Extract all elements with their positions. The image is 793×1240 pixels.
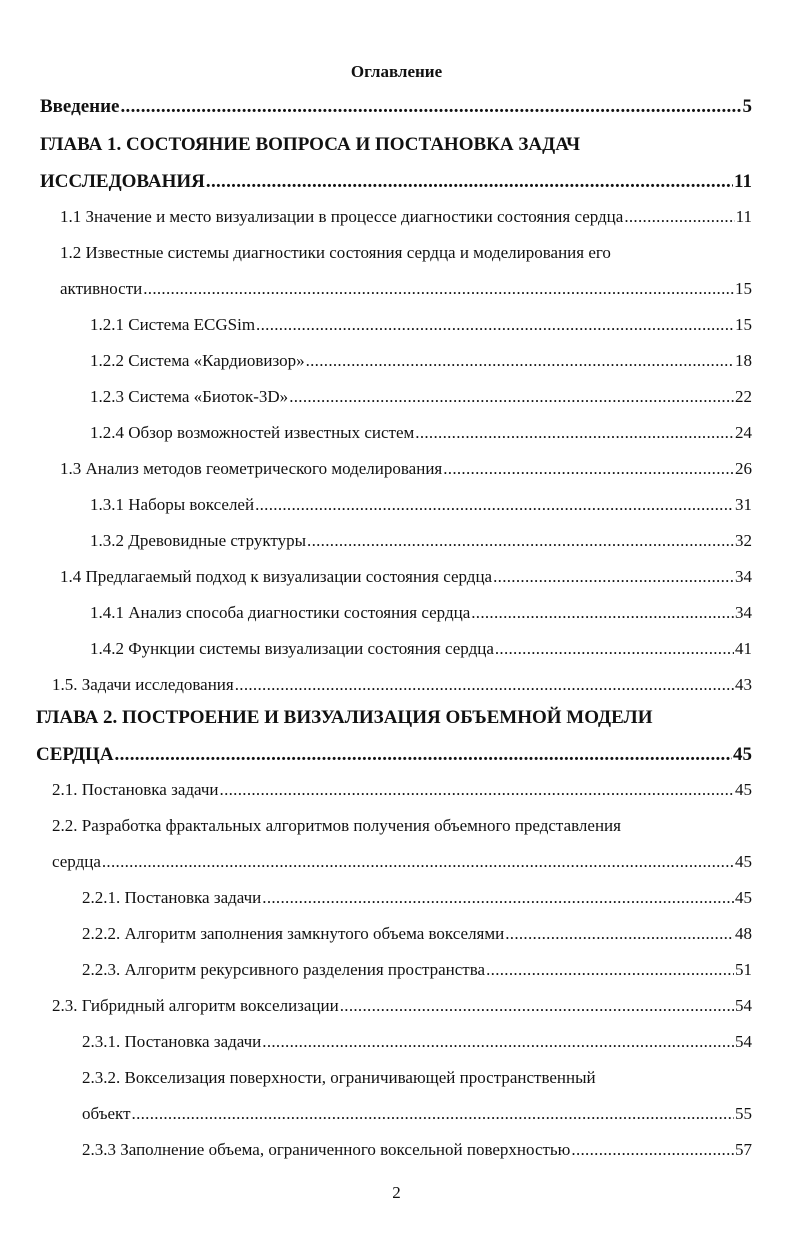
dot-leader <box>493 566 734 588</box>
page-number: 2 <box>392 1183 401 1202</box>
toc-entry-2-2-1: 2.2.1. Постановка задачи ..... 45 <box>82 887 752 909</box>
toc-entry-1-4-1: 1.4.1 Анализ способа диагностики состояния сердца ..... 34 <box>90 602 752 624</box>
toc-entry-1-3-1: 1.3.1 Наборы вокселей ..... 31 <box>90 494 752 516</box>
toc-entry-1-2: активности ..... 15 <box>60 278 752 300</box>
dot-leader <box>235 674 734 696</box>
dot-leader <box>471 602 734 624</box>
toc-entry-2-3: 2.3. Гибридный алгоритм вокселизации ..... 54 <box>52 995 752 1017</box>
toc-entry-2-3-2: объект ..... 55 <box>82 1103 752 1125</box>
chapter-1-heading: ГЛАВА 1. СОСТОЯНИЕ ВОПРОСА И ПОСТАНОВКА ЗАДАЧ <box>40 134 581 155</box>
toc-entry-1-4: 1.4 Предлагаемый подход к визуализации состояния сердца ..... 34 <box>60 566 752 588</box>
toc-entry-chapter-1: ИССЛЕДОВАНИЯ ..... 11 <box>40 170 752 194</box>
dot-leader <box>306 350 734 372</box>
toc-entry-1-2-line1: 1.2 Известные системы диагностики состояния сердца и моделирования его <box>60 243 611 262</box>
dot-leader <box>143 278 734 300</box>
toc-entry-2-3-2-line1: 2.3.2. Вокселизация поверхности, ограничивающей пространственный <box>82 1068 596 1087</box>
toc-entry-2-2: сердца ..... 45 <box>52 851 752 873</box>
dot-leader <box>262 1031 734 1053</box>
chapter-2-heading: ГЛАВА 2. ПОСТРОЕНИЕ И ВИЗУАЛИЗАЦИЯ ОБЪЕМНОЙ МОДЕЛИ <box>36 707 653 728</box>
toc-entry-1-5: 1.5. Задачи исследования ..... 43 <box>52 674 752 696</box>
toc-entry-1-2-4: 1.2.4 Обзор возможностей известных систем ..... 24 <box>90 422 752 444</box>
toc-entry-1-3: 1.3 Анализ методов геометрического моделирования ..... 26 <box>60 458 752 480</box>
toc-entry-1-2-2: 1.2.2 Система «Кардиовизор» ..... 18 <box>90 350 752 372</box>
dot-leader <box>486 959 734 981</box>
dot-leader <box>121 96 742 118</box>
toc-entry-intro: Введение ..... 5 <box>40 96 752 118</box>
toc-entry-1-3-2: 1.3.2 Древовидные структуры ..... 32 <box>90 530 752 552</box>
dot-leader <box>289 386 734 408</box>
dot-leader <box>415 422 734 444</box>
toc-entry-chapter-2: СЕРДЦА ..... 45 <box>36 743 752 767</box>
dot-leader <box>307 530 734 552</box>
toc-entry-2-1: 2.1. Постановка задачи ..... 45 <box>52 779 752 801</box>
toc-entry-1-1: 1.1 Значение и место визуализации в процессе диагностики состояния сердца ..... 11 <box>60 206 752 228</box>
toc-entry-2-2-3: 2.2.3. Алгоритм рекурсивного разделения пространства ..... 51 <box>82 959 752 981</box>
dot-leader <box>256 314 734 336</box>
toc-entry-1-2-3: 1.2.3 Система «Биоток-3D» ..... 22 <box>90 386 752 408</box>
toc-entry-2-3-1: 2.3.1. Постановка задачи ..... 54 <box>82 1031 752 1053</box>
toc-entry-1-4-2: 1.4.2 Функции системы визуализации состояния сердца ..... 41 <box>90 638 752 660</box>
dot-leader <box>443 458 734 480</box>
dot-leader <box>132 1103 734 1125</box>
dot-leader <box>255 494 734 516</box>
dot-leader <box>624 206 734 228</box>
dot-leader <box>340 995 734 1017</box>
dot-leader <box>495 638 734 660</box>
dot-leader <box>115 743 732 767</box>
toc-entry-2-3-3: 2.3.3 Заполнение объема, ограниченного воксельной поверхностью ..... 57 <box>82 1139 752 1161</box>
dot-leader <box>206 170 733 194</box>
dot-leader <box>262 887 734 909</box>
toc-title: Оглавление <box>350 62 443 81</box>
toc-entry-2-2-2: 2.2.2. Алгоритм заполнения замкнутого объема вокселями ..... 48 <box>82 923 752 945</box>
dot-leader <box>505 923 734 945</box>
dot-leader <box>220 779 734 801</box>
toc-entry-1-2-1: 1.2.1 Система ECGSim ..... 15 <box>90 314 752 336</box>
toc-entry-2-2-line1: 2.2. Разработка фрактальных алгоритмов получения объемного представления <box>52 816 621 835</box>
dot-leader <box>571 1139 734 1161</box>
dot-leader <box>102 851 734 873</box>
